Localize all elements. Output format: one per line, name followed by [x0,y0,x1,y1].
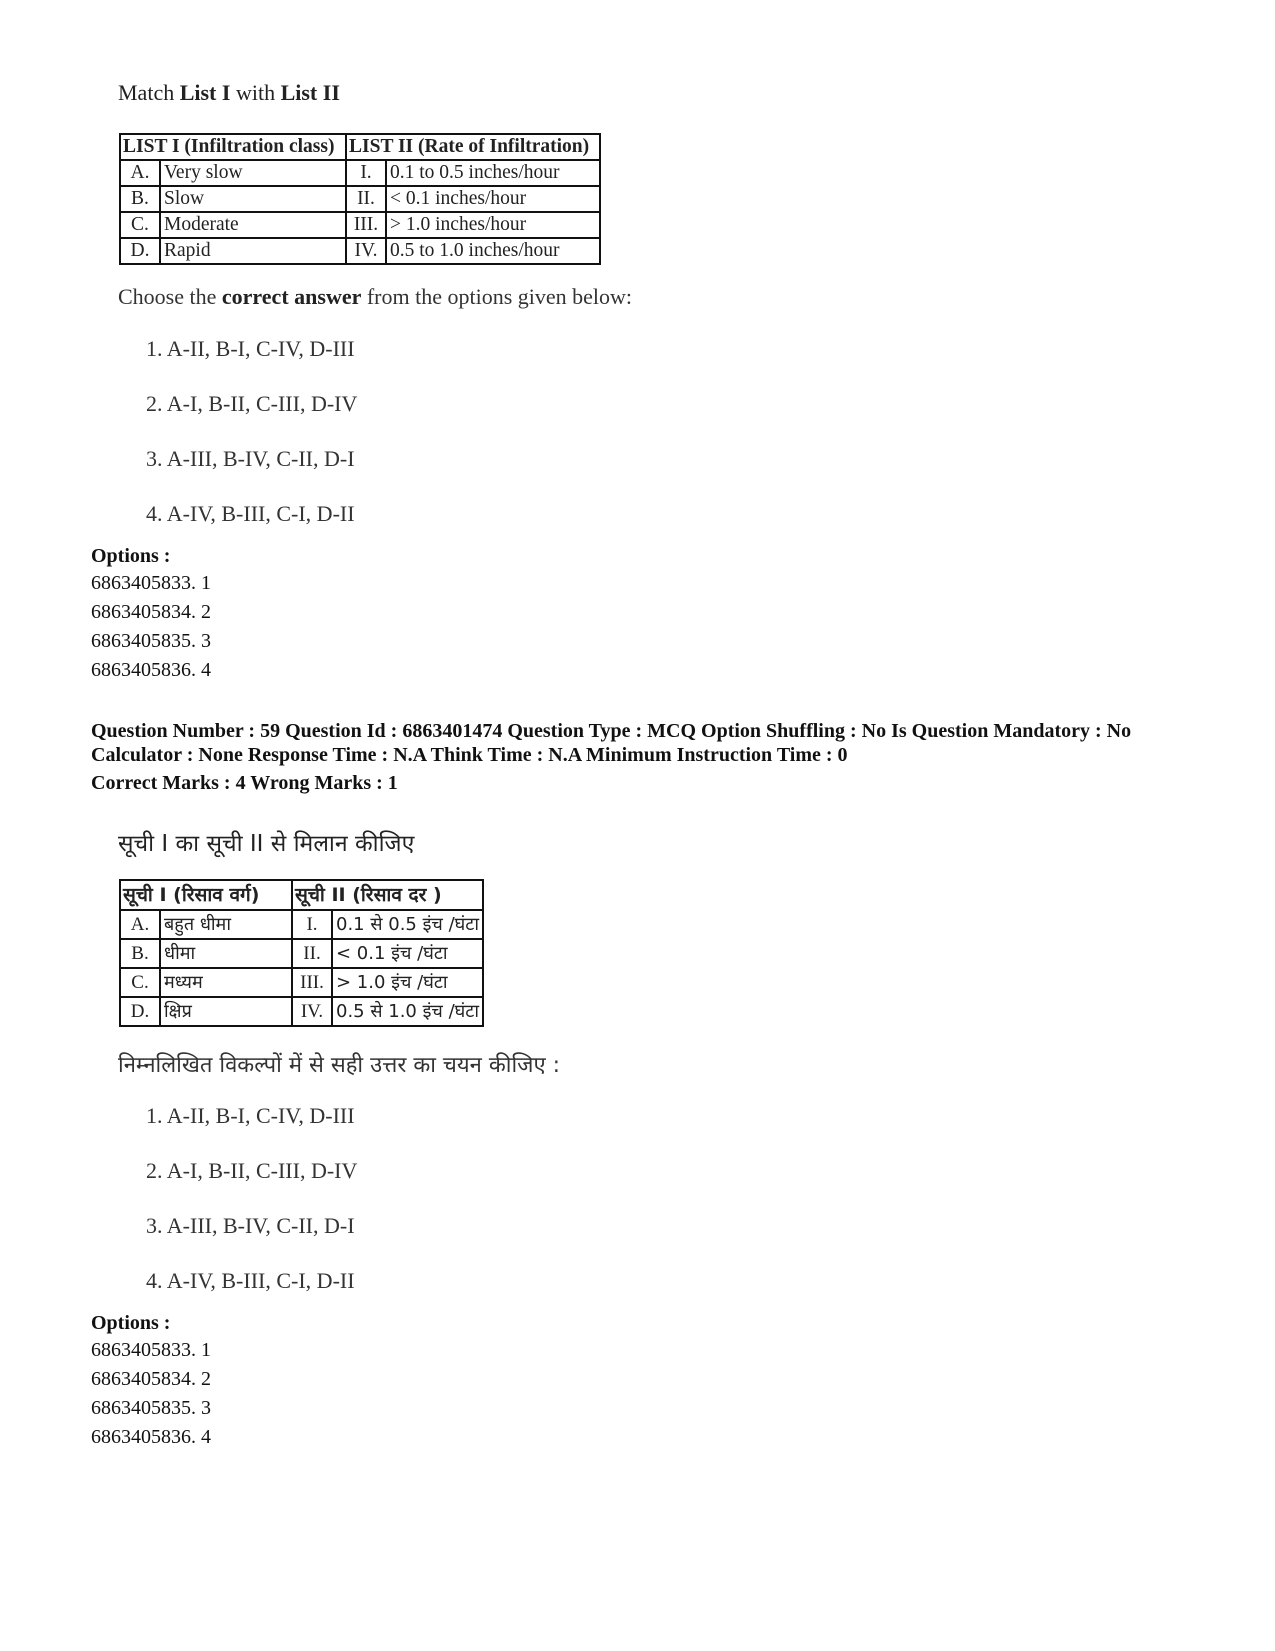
table-row [120,939,483,968]
choice-item: 1. A-II, B-I, C-IV, D-III [146,1103,355,1128]
table-row [120,238,600,264]
row-item: Slow [160,186,346,212]
row-letter: B. [120,186,160,212]
table-row [120,997,483,1026]
list1-header: सूची I (रिसाव वर्ग) [120,880,292,910]
row-roman: III. [292,968,332,997]
q58-choice-list [146,336,357,556]
row-item: क्षिप्र [160,997,292,1026]
row-letter: C. [120,212,160,238]
q58-choose-instruction: Choose the correct answer from the options given below: [118,284,633,309]
row-value: 0.5 to 1.0 inches/hour [386,238,600,264]
choice-item: 3. A-III, B-IV, C-II, D-I [146,1213,355,1238]
row-letter: B. [120,939,160,968]
row-roman: II. [346,186,386,212]
choice-item: 2. A-I, B-II, C-III, D-IV [146,1158,358,1183]
option-id: 6863405835. 3 [91,1397,211,1419]
row-letter: D. [120,997,160,1026]
row-value: < 0.1 inches/hour [386,186,600,212]
q59-choice-list [146,1103,357,1323]
row-roman: IV. [346,238,386,264]
q58-options-label: Options : [91,545,171,567]
q59-options-list [91,1336,211,1452]
q59-choose-instruction: निम्नलिखित विकल्पों में से सही उत्तर का चयन कीजिए : [118,1053,561,1078]
choice-item: 3. A-III, B-IV, C-II, D-I [146,446,355,471]
choice-item: 1. A-II, B-I, C-IV, D-III [146,336,355,361]
row-value: 0.1 to 0.5 inches/hour [386,160,600,186]
row-value: < 0.1 इंच /घंटा [332,939,483,968]
row-roman: II. [292,939,332,968]
q59-intro: सूची I का सूची II से मिलान कीजिए [118,831,415,857]
table-row [120,160,600,186]
row-value: 0.5 से 1.0 इंच /घंटा [332,997,483,1026]
row-letter: A. [120,160,160,186]
q59-meta: Question Number : 59 Question Id : 6863401474 Question Type : MCQ Option Shuffling : No Is Question Mandatory : No Calculator : None Response Time : N.A Think Time : N.A Minimum Instruction Time : 0 [91,720,1132,766]
row-item: धीमा [160,939,292,968]
option-id: 6863405834. 2 [91,601,211,623]
option-id: 6863405834. 2 [91,1368,211,1390]
list2-header: LIST II (Rate of Infiltration) [346,134,600,160]
option-id: 6863405833. 1 [91,1339,211,1361]
row-roman: IV. [292,997,332,1026]
row-roman: I. [292,910,332,939]
table-row [120,910,483,939]
list2-header: सूची II (रिसाव दर ) [292,880,483,910]
q59-options-label: Options : [91,1312,171,1334]
q59-match-table [119,879,484,1027]
choice-item: 4. A-IV, B-III, C-I, D-II [146,501,355,526]
q59-marks: Correct Marks : 4 Wrong Marks : 1 [91,772,398,794]
table-row [120,186,600,212]
row-roman: I. [346,160,386,186]
q58-intro: Match List I with List II [118,80,340,105]
row-letter: A. [120,910,160,939]
row-item: Rapid [160,238,346,264]
row-item: Moderate [160,212,346,238]
list1-header: LIST I (Infiltration class) [120,134,346,160]
choice-item: 2. A-I, B-II, C-III, D-IV [146,391,358,416]
option-id: 6863405836. 4 [91,659,211,681]
row-value: 0.1 से 0.5 इंच /घंटा [332,910,483,939]
row-item: Very slow [160,160,346,186]
row-value: > 1.0 इंच /घंटा [332,968,483,997]
q58-match-table [119,133,601,265]
row-item: मध्यम [160,968,292,997]
table-header-row [120,134,600,160]
row-item: बहुत धीमा [160,910,292,939]
table-row [120,968,483,997]
option-id: 6863405835. 3 [91,630,211,652]
row-roman: III. [346,212,386,238]
table-row [120,212,600,238]
row-letter: D. [120,238,160,264]
row-value: > 1.0 inches/hour [386,212,600,238]
choice-item: 4. A-IV, B-III, C-I, D-II [146,1268,355,1293]
row-letter: C. [120,968,160,997]
option-id: 6863405833. 1 [91,572,211,594]
table-header-row [120,880,483,910]
q58-options-list [91,569,211,685]
option-id: 6863405836. 4 [91,1426,211,1448]
